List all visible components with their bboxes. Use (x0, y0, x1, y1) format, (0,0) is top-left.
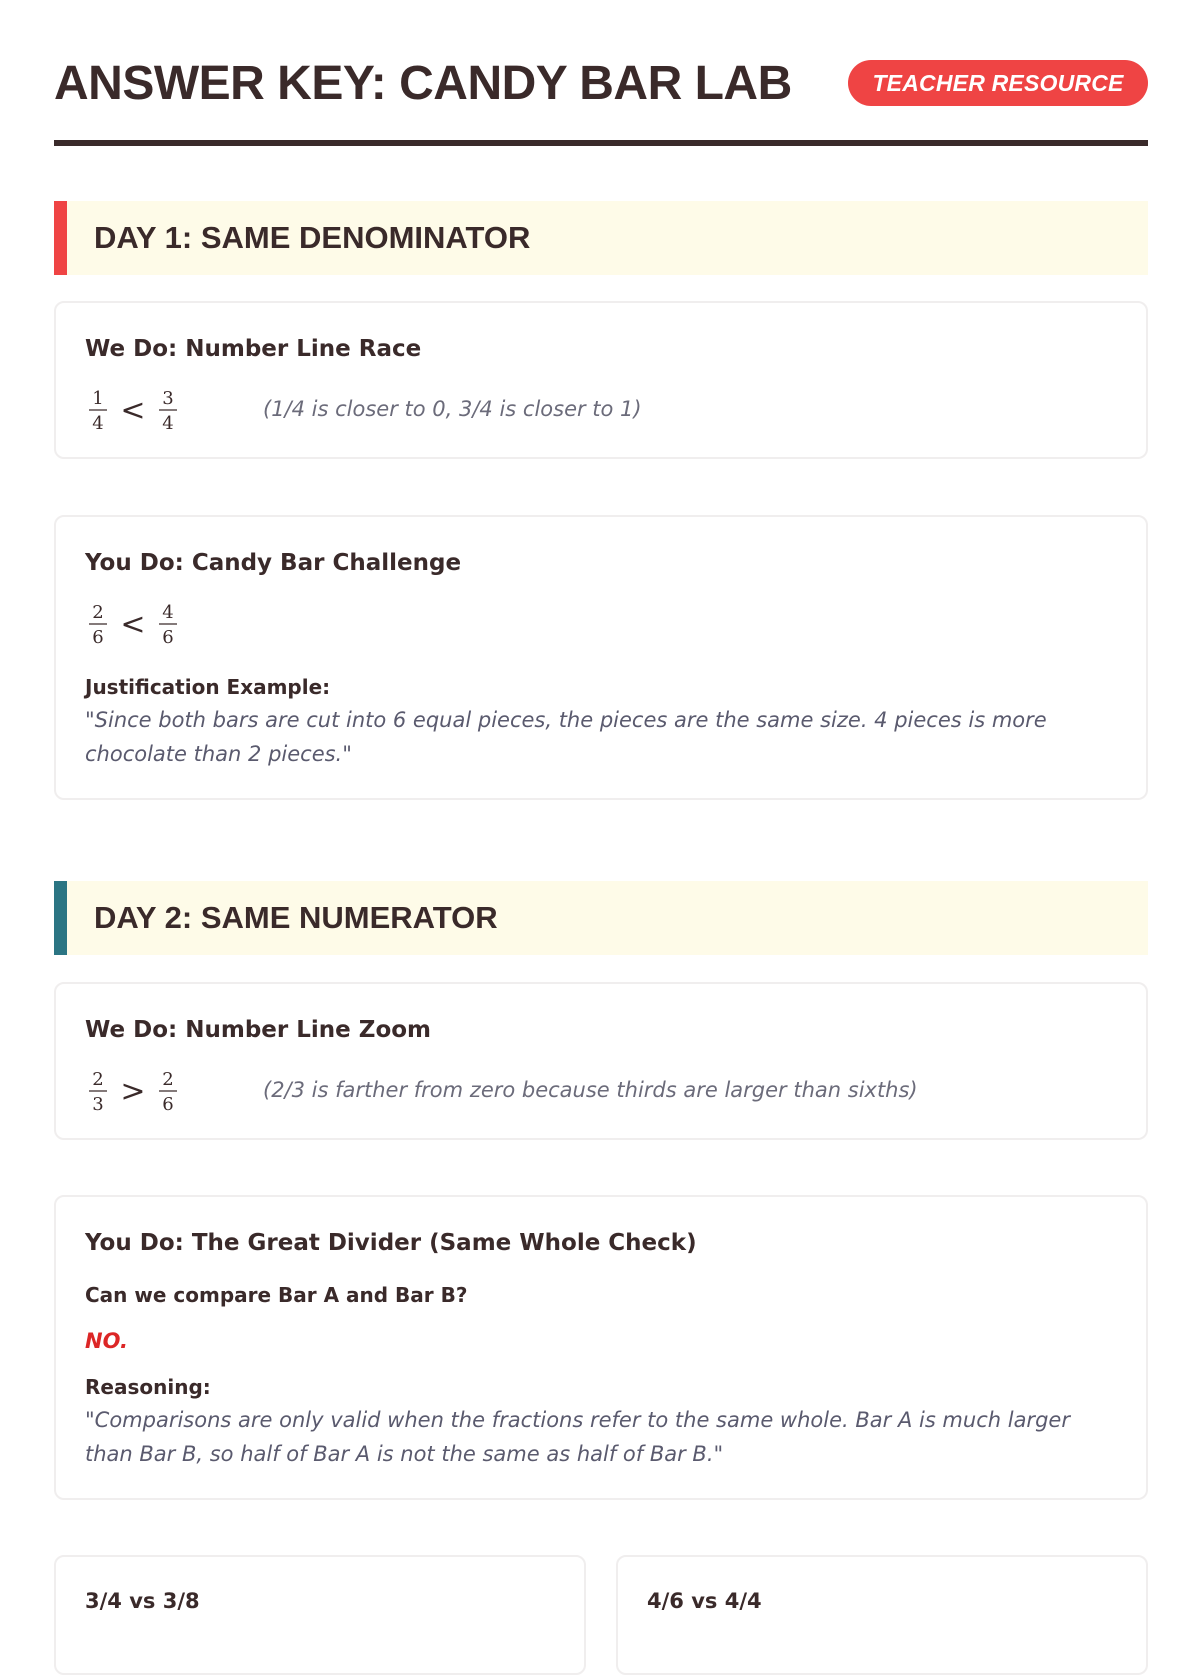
page-header (54, 50, 1148, 146)
day1-we-do-title: We Do: Number Line Race (85, 336, 422, 362)
bottom-card-right-title: 4/6 vs 4/4 (647, 1589, 762, 1613)
day1-you-do-card (54, 515, 1148, 800)
comparison-symbol: < (120, 393, 146, 428)
bottom-card-left-title: 3/4 vs 3/8 (85, 1589, 200, 1613)
day2-you-do-card (54, 1195, 1148, 1500)
day2-we-do-comparison (85, 1066, 1085, 1116)
day2-we-do-math (85, 1066, 185, 1118)
day2-we-do-note: (2/3 is farther from zero because thirds are larger than sixths) (263, 1078, 918, 1102)
day2-you-do-title: You Do: The Great Divider (Same Whole Check) (85, 1230, 697, 1256)
fraction-numerator: 1 (92, 388, 104, 409)
day1-heading: DAY 1: SAME DENOMINATOR (54, 201, 1148, 275)
day1-we-do-card (54, 301, 1148, 459)
fraction-denominator: 6 (162, 1094, 174, 1115)
fraction-numerator: 3 (162, 388, 174, 409)
bottom-card-left (54, 1555, 586, 1675)
question-text: Can we compare Bar A and Bar B? (85, 1283, 468, 1307)
fraction-numerator: 4 (162, 602, 174, 623)
fraction-denominator: 3 (92, 1094, 104, 1115)
justification-label: Justification Example: (85, 675, 331, 699)
fraction-denominator: 4 (162, 413, 174, 434)
day1-you-do-comparison (85, 599, 285, 649)
bottom-card-right (616, 1555, 1148, 1675)
reasoning-label: Reasoning: (85, 1375, 211, 1399)
day2-heading: DAY 2: SAME NUMERATOR (54, 881, 1148, 955)
day2-we-do-card (54, 982, 1148, 1140)
fraction-numerator: 2 (92, 1069, 104, 1090)
comparison-symbol: > (120, 1074, 146, 1109)
page-title: ANSWER KEY: CANDY BAR LAB (54, 57, 792, 110)
day2-we-do-title: We Do: Number Line Zoom (85, 1017, 432, 1043)
day1-we-do-math (85, 385, 185, 437)
day1-we-do-comparison (85, 385, 1085, 435)
day1-you-do-math (85, 599, 185, 651)
answer-no: NO. (85, 1329, 128, 1353)
fraction-denominator: 6 (162, 627, 174, 648)
fraction-denominator: 4 (92, 413, 104, 434)
teacher-resource-badge: TEACHER RESOURCE (848, 60, 1148, 106)
justification-text: "Since both bars are cut into 6 equal pieces, the pieces are the same size. 4 pieces is more chocolate than 2 pieces." (85, 708, 1047, 766)
comparison-symbol: < (120, 607, 146, 642)
fraction-denominator: 6 (92, 627, 104, 648)
reasoning-text: "Comparisons are only valid when the fractions refer to the same whole. Bar A is much larger than Bar B, so half of Bar A is not the same as half of Bar B." (85, 1408, 1070, 1466)
fraction-numerator: 2 (162, 1069, 174, 1090)
day1-we-do-note: (1/4 is closer to 0, 3/4 is closer to 1) (263, 397, 642, 421)
day1-you-do-title: You Do: Candy Bar Challenge (85, 550, 462, 576)
fraction-numerator: 2 (92, 602, 104, 623)
